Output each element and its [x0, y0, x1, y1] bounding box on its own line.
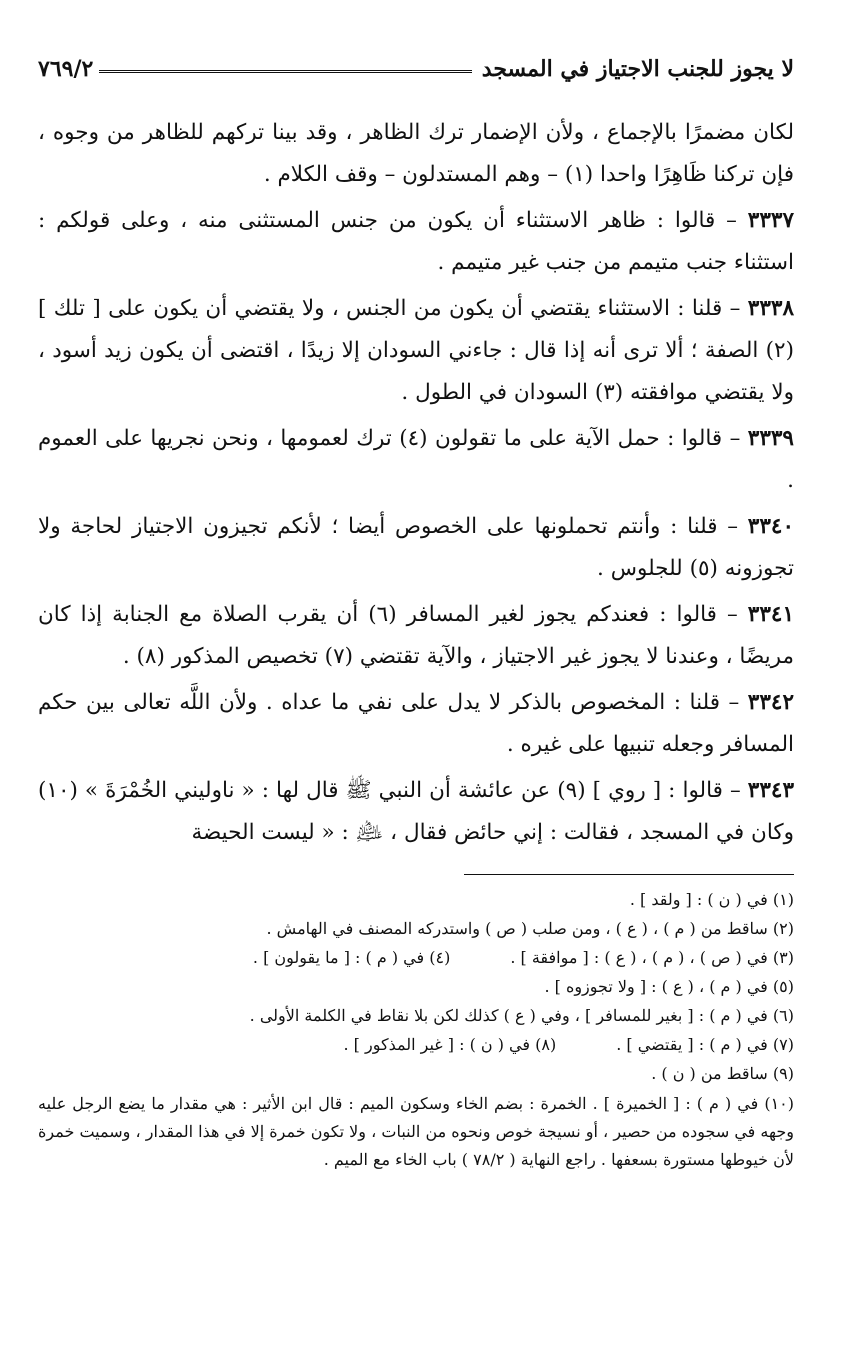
footnote-separator [464, 874, 794, 875]
paragraph-text: لكان مضمرًا بالإجماع ، ولأن الإضمار ترك الظاهر ، وقد بينا تركهم للظاهر من وجوه ، فإن تركنا ظَاهِرًا واحدا (١) – وهم المستدلون – وقف الكلام . [38, 120, 794, 187]
running-title: لا يجوز للجنب الاجتياز في المسجد [481, 56, 794, 82]
footnote-10: (١٠) في ( م ) : [ الخميرة ] . الخمرة : بضم الخاء وسكون الميم : قال ابن الأثير : هي مقدار ما يضع الرجل عليه وجهه في سجوده من حصير ، أو نسيجة خوص ونحوه من النبات ، ولا تكون خمرة إلا في هذا المقدار ، وسميت خمرة لأن خيوطها مستورة بسعفها . راجع النهاية ( ٧٨/٢ ) باب الخاء مع الميم . [38, 1094, 794, 1169]
paragraph-text: – قلنا : الاستثناء يقتضي أن يكون من الجنس ، ولا يقتضي أن يكون على [ تلك ] (٢) الصفة ؛ ألا ترى أنه إذا قال : جاءني السودان إلا زيدًا ، اقتضى أن يكون زيد أسود ، ولا يقتضي موافقته (٣) السودان في الطول . [38, 296, 794, 405]
paragraph-text: – قالوا : فعندكم يجوز لغير المسافر (٦) أن يقرب الصلاة مع الجنابة إذا كان مريضًا ، وعندنا لا يجوز غير الاجتياز ، والآية تقتضي (٧) تخصيص المذكور (٨) . [38, 602, 794, 669]
footnote-row [38, 943, 794, 972]
footnote-3: (٣) في ( ص ) ، ( م ) ، ( ع ) : [ موافقة ] . [510, 948, 794, 967]
paragraph-number: ٣٣٤٢ [747, 690, 794, 715]
footnote-5: (٥) في ( م ) ، ( ع ) : [ ولا تجوزوه ] . [544, 977, 794, 996]
paragraph-text: – قلنا : المخصوص بالذكر لا يدل على نفي ما عداه . ولأن اللَّه تعالى بين حكم المسافر وجعله تنبيها على غيره . [38, 690, 794, 757]
footnote-6: (٦) في ( م ) : [ بغير للمسافر ] ، وفي ( ع ) كذلك لكن بلا نقاط في الكلمة الأولى . [249, 1006, 794, 1025]
footnote-7: (٧) في ( م ) : [ يقتضي ] . [616, 1035, 794, 1054]
paragraph-3342 [38, 682, 794, 766]
footnote-row [38, 1030, 794, 1059]
paragraph-number: ٣٣٤٣ [747, 778, 794, 803]
paragraph-number: ٣٣٣٩ [747, 426, 794, 451]
paragraph-text: – قلنا : وأنتم تحملونها على الخصوص أيضا ؛ لأنكم تجيزون الاجتياز لحاجة ولا تجوزونه (٥) للجلوس . [38, 514, 794, 581]
paragraph-3340 [38, 506, 794, 590]
paragraph-text: – قالوا : ظاهر الاستثناء أن يكون من جنس المستثنى منه ، وعلى قولكم : استثناء جنب متيمم من جنب غير متيمم . [38, 208, 794, 275]
book-page [38, 48, 794, 1174]
main-text [38, 112, 794, 854]
paragraph-3337 [38, 200, 794, 284]
paragraph-3339 [38, 418, 794, 502]
paragraph-3341 [38, 594, 794, 678]
paragraph-number: ٣٣٣٧ [747, 208, 794, 233]
footnote-1: (١) في ( ن ) : [ ولقد ] . [629, 890, 794, 909]
paragraph-text: – قالوا : [ روي ] (٩) عن عائشة أن النبي ﷺ قال لها : « ناوليني الخُمْرَةَ » (١٠) وكان في المسجد ، فقالت : إني حائض فقال ، ﵇ : « ليست الحيضة [38, 778, 794, 845]
footnote-2: (٢) ساقط من ( م ) ، ( ع ) ، ومن صلب ( ص ) واستدركه المصنف في الهامش . [266, 919, 794, 938]
footnote-9: (٩) ساقط من ( ن ) . [651, 1064, 794, 1083]
paragraph-number: ٣٣٣٨ [747, 296, 794, 321]
footnote-8: (٨) في ( ن ) : [ غير المذكور ] . [343, 1035, 557, 1054]
header-rule [99, 70, 471, 73]
paragraph-continuation [38, 112, 794, 196]
paragraph-3338 [38, 288, 794, 414]
footnotes [38, 885, 794, 1174]
running-header [38, 48, 794, 90]
paragraph-text: – قالوا : حمل الآية على ما تقولون (٤) ترك لعمومها ، ونحن نجريها على العموم . [38, 426, 794, 493]
paragraph-number: ٣٣٤٠ [747, 514, 794, 539]
paragraph-number: ٣٣٤١ [747, 602, 794, 627]
page-number: ٧٦٩/٢ [38, 56, 94, 82]
footnote-4: (٤) في ( م ) : [ ما يقولون ] . [252, 948, 451, 967]
paragraph-3343 [38, 770, 794, 854]
